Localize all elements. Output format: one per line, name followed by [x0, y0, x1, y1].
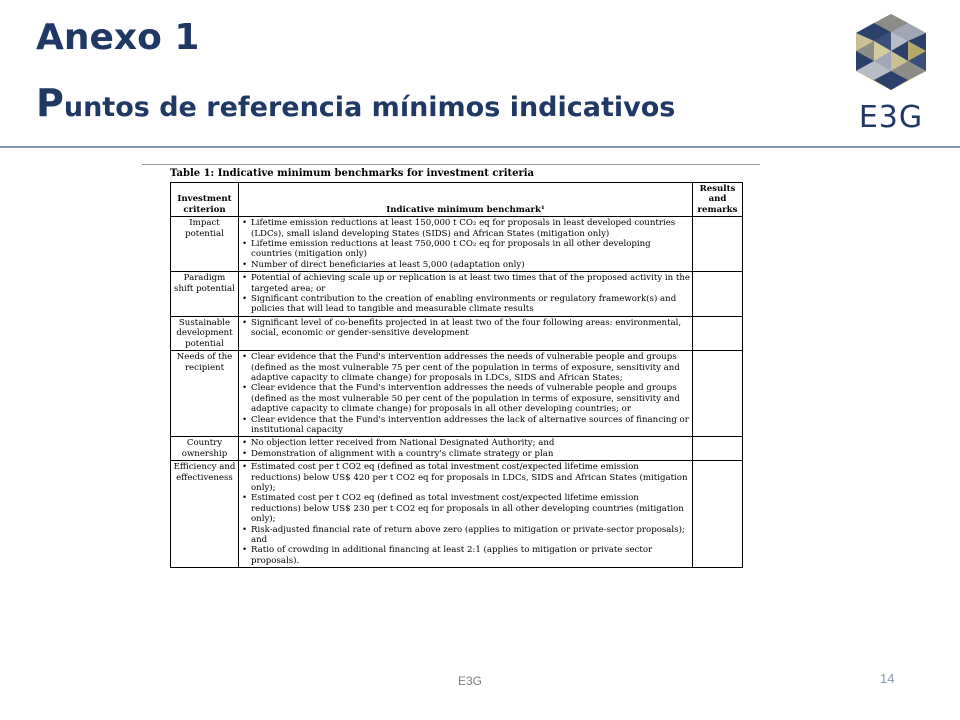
table-row	[171, 272, 743, 317]
table-caption: Table 1: Indicative minimum benchmarks for investment criteria	[170, 168, 535, 179]
slide-title: Anexo 1	[36, 17, 200, 58]
footer-text: E3G	[458, 674, 483, 688]
benchmark-item: • Number of direct beneficiaries at least 5,000 (adaptation only)	[251, 260, 690, 270]
subtitle-rest: untos de referencia mínimos indicativos	[63, 92, 676, 123]
page-number: 14	[880, 671, 895, 686]
results-cell	[693, 351, 743, 437]
benchmark-item: • Significant contribution to the creation of enabling environments or regulatory framework(s) and policies that will lead to tangible and measurable climate results	[251, 294, 690, 315]
benchmarks-table	[170, 182, 743, 568]
benchmark-item: • No objection letter received from National Designated Authority; and	[251, 438, 690, 448]
benchmark-cell	[239, 272, 693, 317]
benchmark-item: • Estimated cost per t CO2 eq (defined as total investment cost/expected lifetime emission reductions) below US$ 230 per t CO2 eq for proposals in all other developing countries (mitigation only);	[251, 493, 690, 524]
benchmark-cell	[239, 217, 693, 272]
table-row	[171, 316, 743, 350]
header-criterion: Investment criterion	[171, 183, 239, 217]
e3g-logo-icon	[852, 12, 930, 92]
benchmark-item: • Ratio of crowding in additional financing at least 2:1 (applies to mitigation or private sector proposals).	[251, 545, 690, 566]
benchmark-item: • Clear evidence that the Fund's intervention addresses the needs of vulnerable people and groups (defined as the most vulnerable 75 per cent of the population in terms of exposure, sensitivity and adaptive capacity to climate change) for proposals in LDCs, SIDS and African States;	[251, 352, 690, 383]
header-benchmark: Indicative minimum benchmark¹	[239, 183, 693, 217]
header-results: Results and remarks	[693, 183, 743, 217]
table-image	[142, 164, 760, 678]
benchmark-item: • Risk-adjusted financial rate of return above zero (applies to mitigation or private-sector proposals); and	[251, 525, 690, 546]
table-row	[171, 217, 743, 272]
benchmark-cell	[239, 461, 693, 568]
table-header-row	[171, 183, 743, 217]
benchmark-item: • Clear evidence that the Fund's intervention addresses the needs of vulnerable people and groups (defined as the most vulnerable 50 per cent of the population in terms of exposure, sensitivity and adaptive capacity to climate change) for proposals in all other developing countries; or	[251, 383, 690, 414]
slide-subtitle	[36, 81, 676, 125]
criterion-cell: Efficiency and effectiveness	[171, 461, 239, 568]
results-cell	[693, 272, 743, 317]
criterion-cell: Paradigm shift potential	[171, 272, 239, 317]
results-cell	[693, 316, 743, 350]
results-cell	[693, 217, 743, 272]
table-row	[171, 437, 743, 461]
table-row	[171, 461, 743, 568]
results-cell	[693, 437, 743, 461]
benchmark-item: • Lifetime emission reductions at least 150,000 t CO₂ eq for proposals in least developed countries (LDCs), small island developing States (SIDS) and African States (mitigation only)	[251, 218, 690, 239]
criterion-cell: Needs of the recipient	[171, 351, 239, 437]
criterion-cell: Country ownership	[171, 437, 239, 461]
benchmark-item: • Potential of achieving scale up or replication is at least two times that of the proposed activity in the targeted area; or	[251, 273, 690, 294]
benchmark-item: • Clear evidence that the Fund's intervention addresses the lack of alternative sources of financing or institutional capacity	[251, 415, 690, 436]
benchmark-item: • Estimated cost per t CO2 eq (defined as total investment cost/expected lifetime emission reductions) below US$ 420 per t CO2 eq for proposals in LDCs, SIDS and African States (mitigation only);	[251, 462, 690, 493]
benchmark-item: • Demonstration of alignment with a country's climate strategy or plan	[251, 449, 690, 459]
results-cell	[693, 461, 743, 568]
logo-wordmark: E3G	[858, 100, 924, 135]
benchmark-cell	[239, 437, 693, 461]
benchmark-cell	[239, 351, 693, 437]
benchmark-item: • Lifetime emission reductions at least 750,000 t CO₂ eq for proposals in all other developing countries (mitigation only)	[251, 239, 690, 260]
criterion-cell: Impact potential	[171, 217, 239, 272]
criterion-cell: Sustainable development potential	[171, 316, 239, 350]
subtitle-initial: P	[36, 81, 64, 125]
benchmark-cell	[239, 316, 693, 350]
document-top-border	[142, 164, 760, 165]
benchmark-item: • Significant level of co-benefits projected in at least two of the four following areas: environmental, social, economic or gender-sensitive development	[251, 318, 690, 339]
header-divider	[0, 146, 960, 148]
table-row	[171, 351, 743, 437]
